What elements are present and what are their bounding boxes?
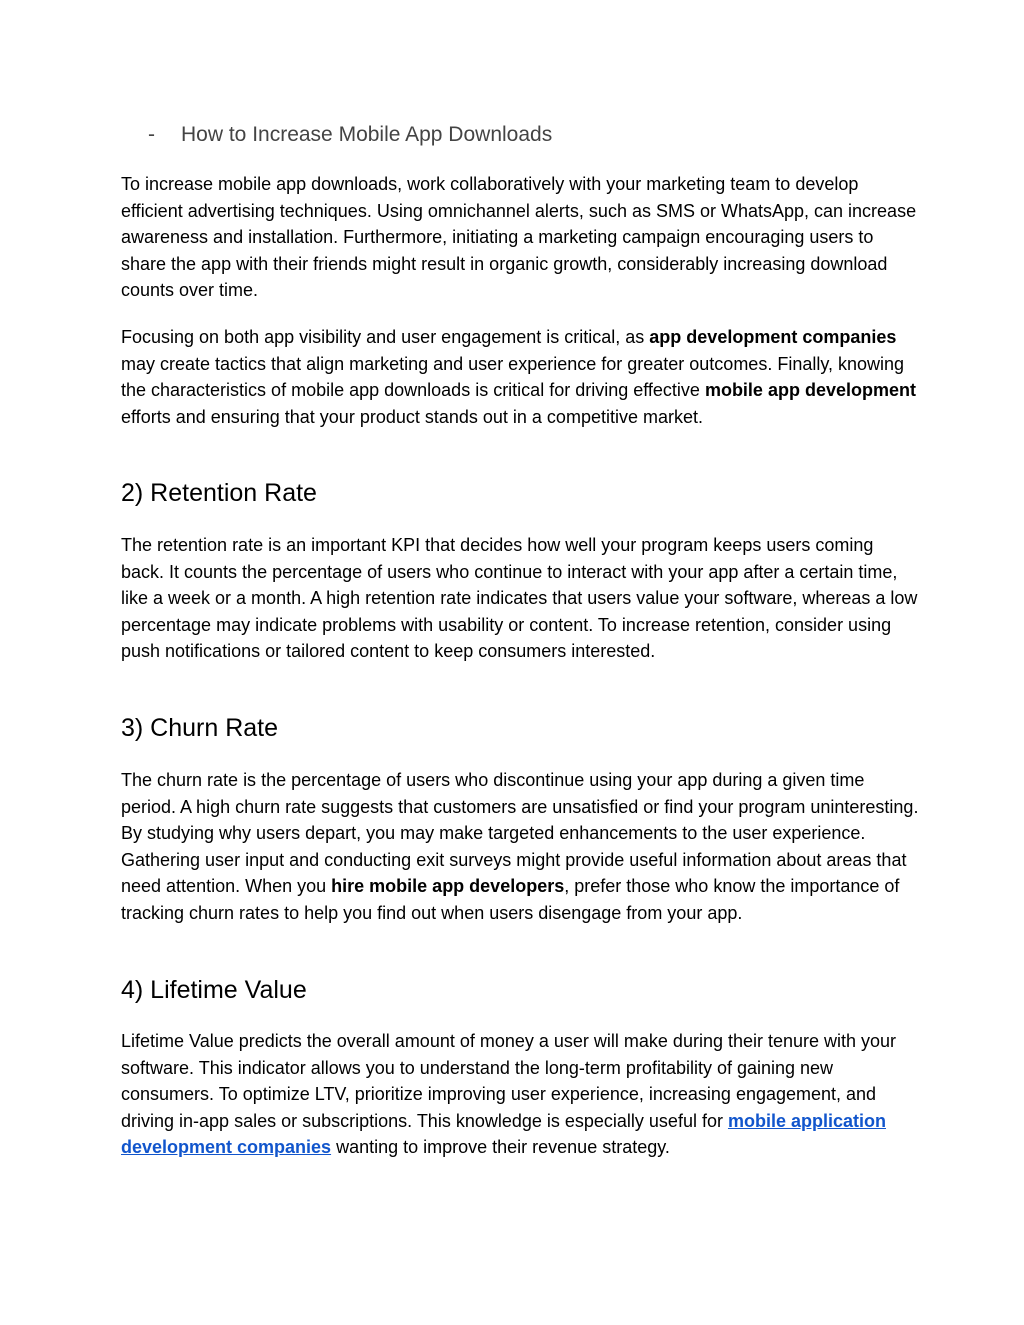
link-mobile-application-development-companies[interactable]: mobile application development companies	[121, 1110, 886, 1158]
subheading-text: How to Increase Mobile App Downloads	[181, 123, 553, 146]
paragraph-downloads-1: To increase mobile app downloads, work collaboratively with your marketing team to develop efficient advertising techniques. Using omnichannel alerts, such as SMS or WhatsApp, can increase awareness and installation. Furthermore, initiating a marketing campaign encouraging users to share the app with their friends might result in organic growth, considerably increasing download counts over time.	[121, 174, 917, 301]
text-run: The churn rate is the percentage of users who discontinue using your app during a given time period. A high churn rate suggests that customers are unsatisfied or find your program uninteresting. By studying why users depart, you may make targeted enhancements to the user experience. Gathering user input and conducting exit surveys might provide useful information about areas that need attention. When you	[121, 770, 919, 897]
bold-mobile-app-development: mobile app development	[704, 380, 916, 401]
subheading-downloads	[148, 120, 552, 150]
text-run: wanting to improve their revenue strategy.	[331, 1137, 670, 1158]
text-run: Focusing on both app visibility and user engagement is critical, as	[121, 327, 650, 347]
bullet-dash: -	[148, 123, 155, 146]
text-run: efforts and ensuring that your product stands out in a competitive market.	[121, 406, 703, 427]
text-run: may create tactics that align marketing and user experience for greater outcomes. Finally, knowing the characteristics of mobile app downloads is critical for driving effective	[121, 353, 905, 401]
paragraph-retention: The retention rate is an important KPI that decides how well your program keeps users coming back. It counts the percentage of users who continue to interact with your app after a certain time, like a week or a month. A high retention rate indicates that users value your software, whereas a low percentage may indicate problems with usability or content. To increase retention, consider using push notifications or tailored content to keep consumers interested.	[121, 535, 918, 662]
paragraph-lifetime-value	[121, 1028, 921, 1161]
bold-hire-mobile-app-developers: hire mobile app developers	[331, 876, 565, 897]
heading-churn-rate: 3) Churn Rate	[121, 714, 279, 742]
heading-retention-rate: 2) Retention Rate	[121, 479, 317, 507]
text-run: Lifetime Value predicts the overall amount of money a user will make during their tenure with your software. This indicator allows you to understand the long-term profitability of gaining new consumers. To optimize LTV, prioritize improving user experience, increasing engagement, and driving in-app sales or subscriptions. This knowledge is especially useful for	[121, 1031, 897, 1131]
heading-lifetime-value: 4) Lifetime Value	[121, 976, 307, 1004]
paragraph-churn	[121, 767, 921, 927]
paragraph-downloads-2	[121, 324, 921, 430]
bold-app-development-companies: app development companies	[649, 327, 897, 347]
text-run: , prefer those who know the importance of tracking churn rates to help you find out when users disengage from your app.	[121, 876, 900, 923]
